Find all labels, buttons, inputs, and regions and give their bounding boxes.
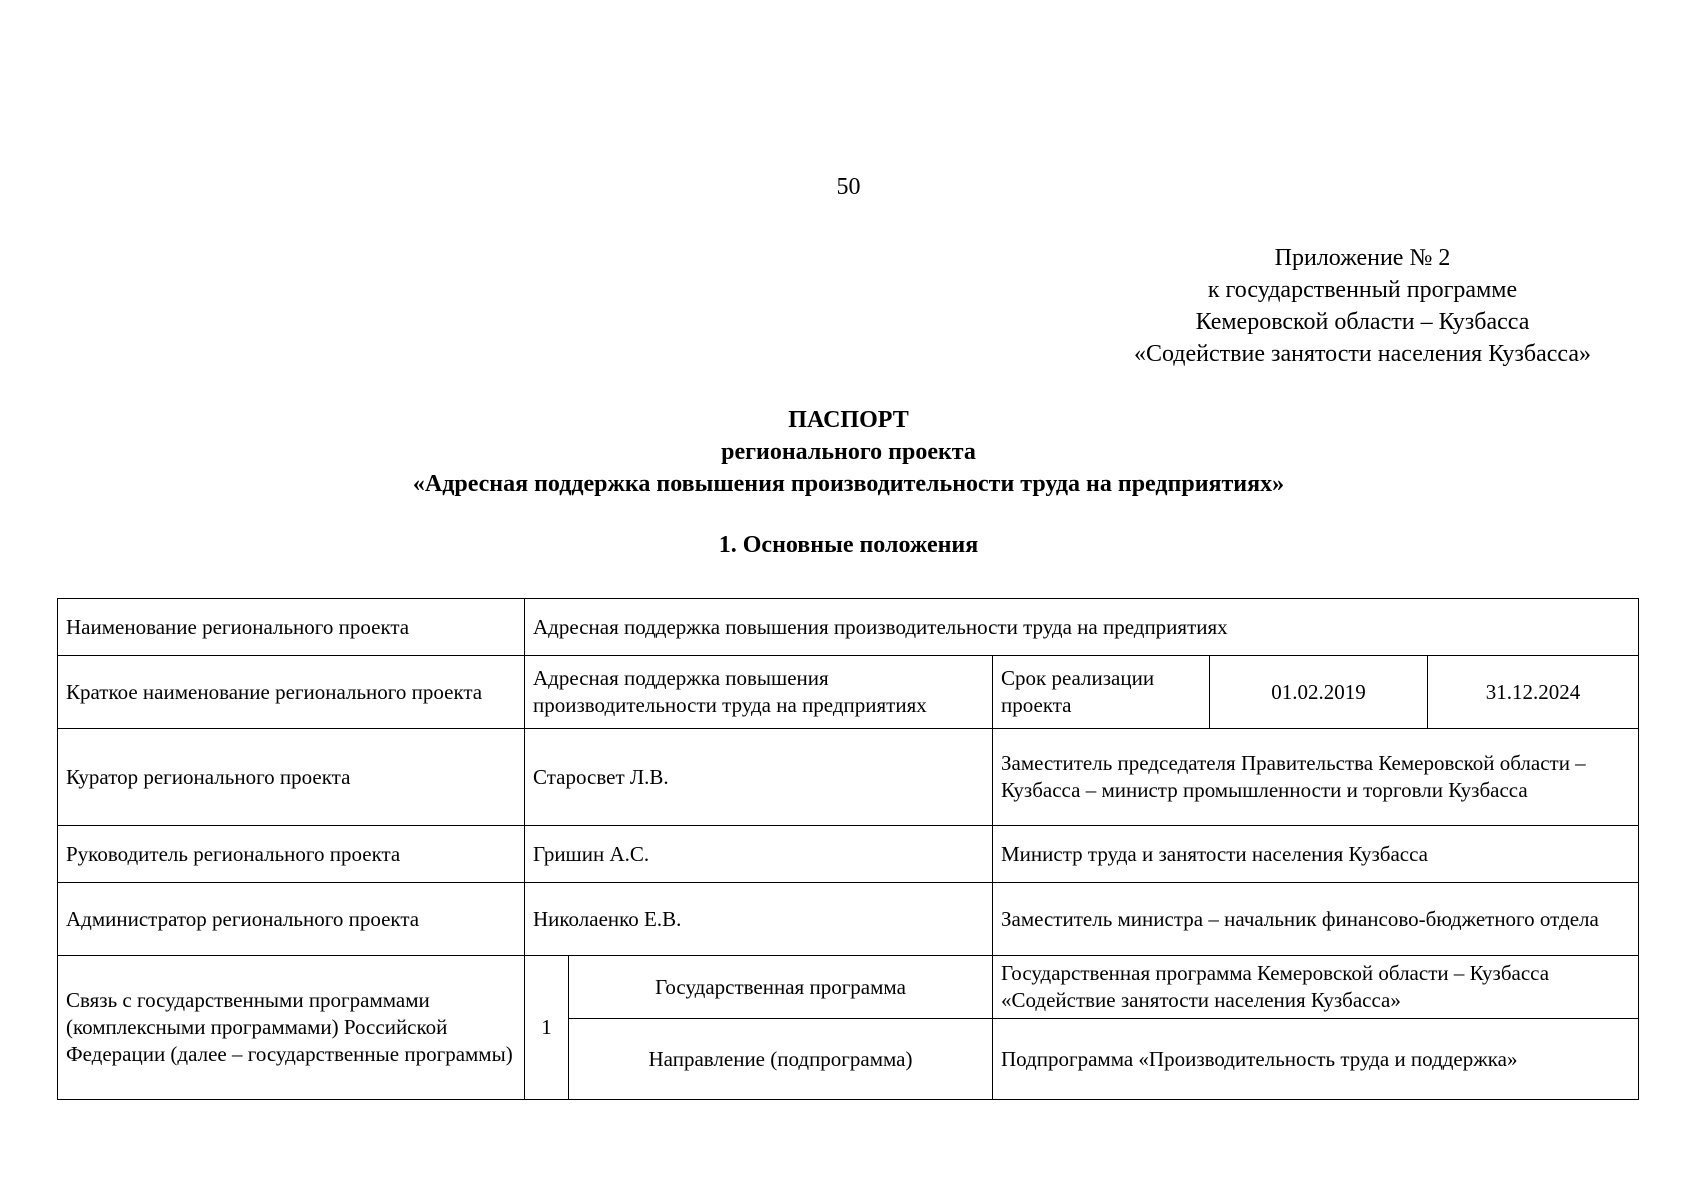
program-value: Государственная программа Кемеровской области – Кузбасса «Содействие занятости населения Кузбасса» <box>993 956 1639 1019</box>
row-label: Куратор регионального проекта <box>58 729 525 826</box>
annex-block <box>1080 242 1645 370</box>
person-name: Гришин А.С. <box>525 826 993 883</box>
person-name: Николаенко Е.В. <box>525 883 993 956</box>
table-row <box>58 729 1639 826</box>
row-label: Руководитель регионального проекта <box>58 826 525 883</box>
direction-value: Подпрограмма «Производительность труда и поддержка» <box>993 1019 1639 1100</box>
person-position: Министр труда и занятости населения Кузбасса <box>993 826 1639 883</box>
document-title <box>0 404 1697 500</box>
row-label: Связь с государственными программами (комплексными программами) Российской Федерации (далее – государственные программы) <box>58 956 525 1100</box>
row-value: Адресная поддержка повышения производительности труда на предприятиях <box>525 599 1639 656</box>
annex-line-3: Кемеровской области – Кузбасса <box>1195 309 1530 335</box>
term-label: Срок реализации проекта <box>993 656 1210 729</box>
table-row <box>58 956 1639 1019</box>
table-row <box>58 599 1639 656</box>
title-line-1: ПАСПОРТ <box>788 407 909 433</box>
row-label: Администратор регионального проекта <box>58 883 525 956</box>
start-date: 01.02.2019 <box>1210 656 1428 729</box>
end-date: 31.12.2024 <box>1428 656 1639 729</box>
table-row <box>58 656 1639 729</box>
table-row <box>58 826 1639 883</box>
program-number: 1 <box>525 956 569 1100</box>
person-name: Старосвет Л.В. <box>525 729 993 826</box>
annex-line-4: «Содействие занятости населения Кузбасса» <box>1133 341 1591 367</box>
direction-type: Направление (подпрограмма) <box>569 1019 993 1100</box>
row-label: Наименование регионального проекта <box>58 599 525 656</box>
program-type: Государственная программа <box>569 956 993 1019</box>
title-line-3: «Адресная поддержка повышения производительности труда на предприятиях» <box>412 471 1285 497</box>
passport-table <box>57 598 1639 1100</box>
person-position: Заместитель председателя Правительства Кемеровской области – Кузбасса – министр промышленности и торговли Кузбасса <box>993 729 1639 826</box>
annex-line-2: к государственный программе <box>1207 277 1518 303</box>
page-number: 50 <box>836 174 861 200</box>
section-heading: 1. Основные положения <box>718 532 979 558</box>
row-label: Краткое наименование регионального проекта <box>58 656 525 729</box>
annex-line-1: Приложение № 2 <box>1274 245 1451 271</box>
row-value: Адресная поддержка повышения производительности труда на предприятиях <box>525 656 993 729</box>
table-row <box>58 883 1639 956</box>
title-line-2: регионального проекта <box>721 439 976 465</box>
person-position: Заместитель министра – начальник финансово-бюджетного отдела <box>993 883 1639 956</box>
